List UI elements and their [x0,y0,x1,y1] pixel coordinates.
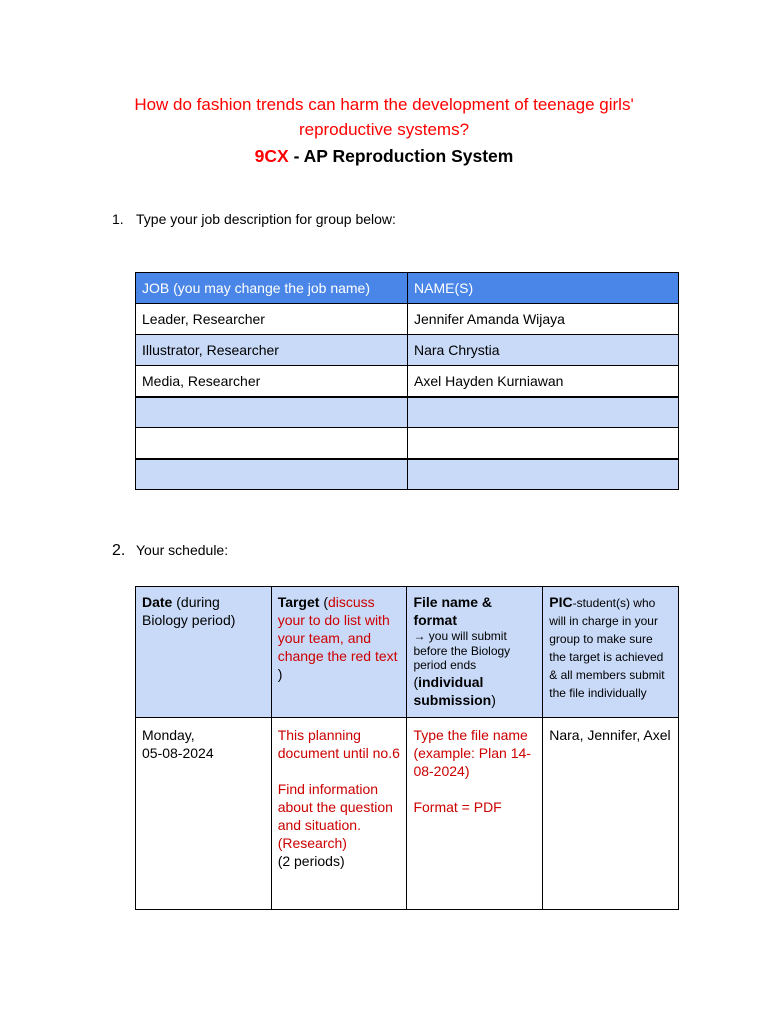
table-row [136,459,679,490]
jobs-header-job: JOB (you may change the job name) [136,273,408,304]
schedule-file-cell[interactable]: Type the file name (example: Plan 14-08-2024) Format = PDF [407,718,543,910]
job-cell[interactable]: Illustrator, Researcher [136,335,408,366]
schedule-header-date: Date (during Biology period) [136,587,272,718]
job-cell[interactable]: Media, Researcher [136,366,408,397]
section-2-number: 2. [112,542,126,559]
name-cell[interactable] [408,397,679,428]
name-cell[interactable] [408,428,679,459]
section-1-text: Type your job description for group below: [136,211,396,227]
schedule-table [135,586,679,910]
schedule-header-pic: PIC-student(s) who will in charge in your group to make sure the target is achieved & all members submit the file individually [543,587,679,718]
job-cell[interactable] [136,397,408,428]
document-subtitle [60,145,708,167]
job-cell[interactable] [136,428,408,459]
schedule-target-cell[interactable]: This planning document until no.6 Find information about the question and situation. (Research) (2 periods) [271,718,407,910]
section-2-prompt [112,542,228,560]
table-row [136,428,679,459]
name-cell[interactable]: Nara Chrystia [408,335,679,366]
document-title [60,92,708,142]
schedule-header-target: Target (discuss your to do list with your team, and change the red text ) [271,587,407,718]
job-cell[interactable] [136,459,408,490]
table-row [136,366,679,397]
title-line-2: reproductive systems? [298,120,470,139]
schedule-date-cell[interactable]: Monday, 05-08-2024 [136,718,272,910]
section-1-number: 1. [112,211,124,227]
section-1-prompt [112,211,396,227]
schedule-header-file: File name & format → you will submit before the Biology period ends (individual submission) [407,587,543,718]
name-cell[interactable] [408,459,679,490]
subtitle-text: - AP Reproduction System [288,146,514,166]
table-row [136,335,679,366]
table-row [136,718,679,910]
table-row [136,304,679,335]
table-row [136,397,679,428]
title-line-1: How do fashion trends can harm the development of teenage girls' [134,95,634,114]
jobs-table [135,272,679,490]
job-cell[interactable]: Leader, Researcher [136,304,408,335]
jobs-header-names: NAME(S) [408,273,679,304]
jobs-table-header [136,273,679,304]
section-2-text: Your schedule: [136,542,229,558]
name-cell[interactable]: Jennifer Amanda Wijaya [408,304,679,335]
class-code: 9CX [254,146,289,166]
schedule-table-header [136,587,679,718]
name-cell[interactable]: Axel Hayden Kurniawan [408,366,679,397]
schedule-pic-cell[interactable]: Nara, Jennifer, Axel [543,718,679,910]
